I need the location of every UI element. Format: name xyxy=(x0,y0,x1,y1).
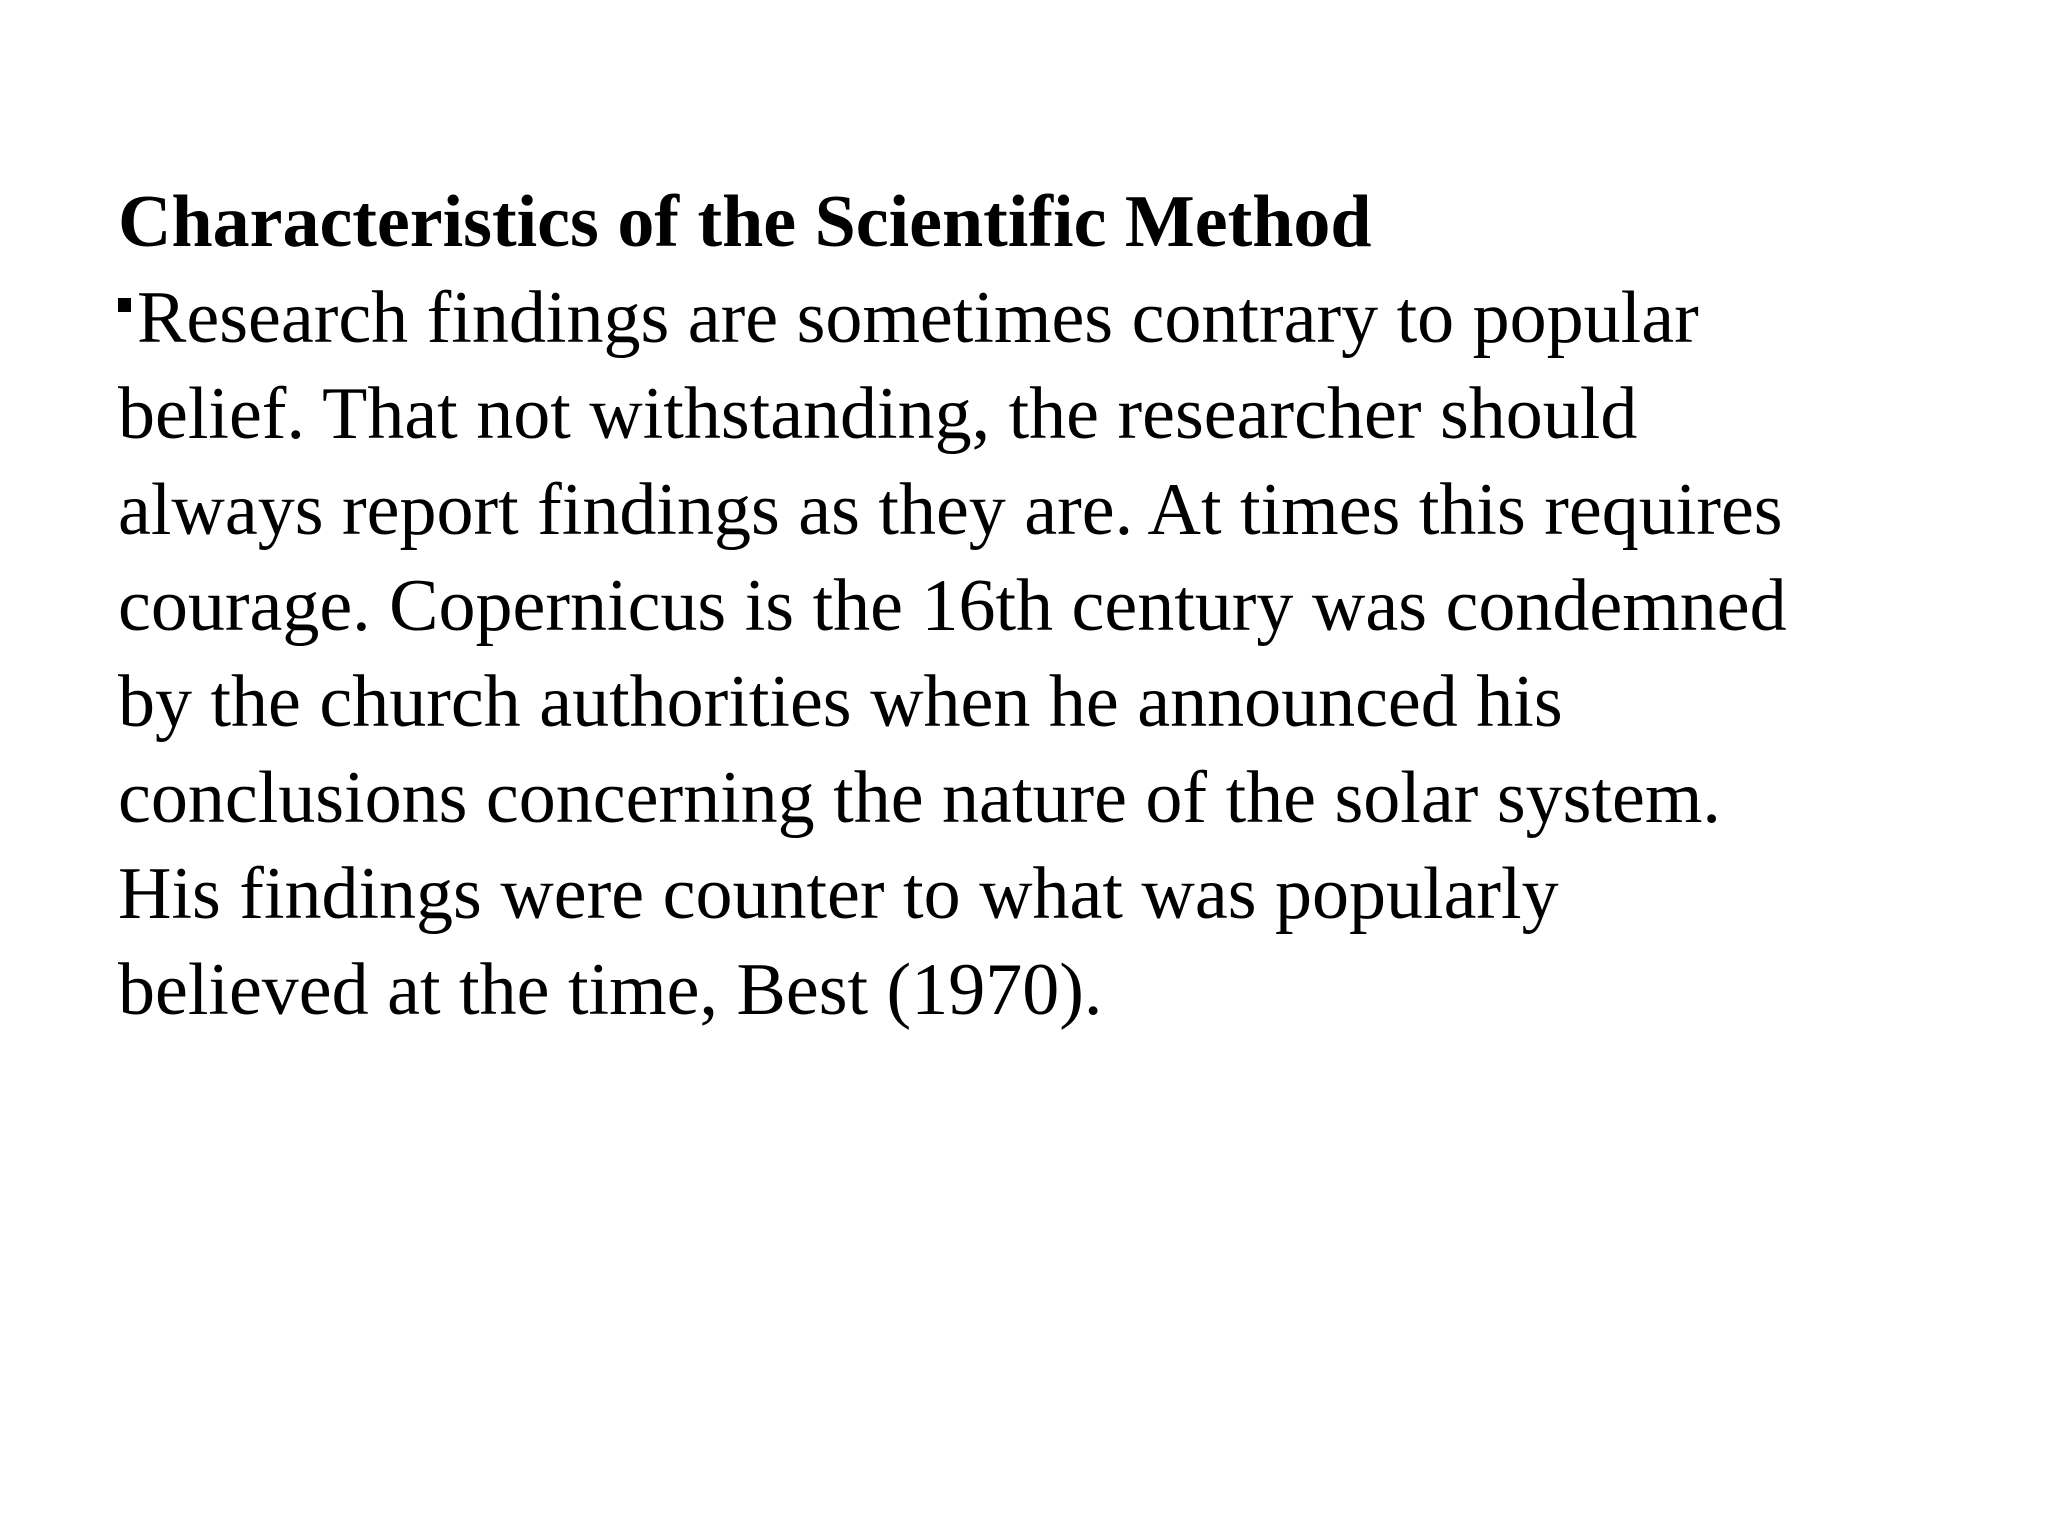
bullet-line xyxy=(118,270,1998,366)
bullet-line: always report findings as they are. At times this requires xyxy=(118,469,1783,551)
bullet-line: conclusions concerning the nature of the solar system. xyxy=(118,757,1721,839)
bullet-line: His findings were counter to what was popularly xyxy=(118,853,1559,935)
slide-content xyxy=(118,174,1998,1038)
bullet-line: believed at the time, Best (1970). xyxy=(118,949,1103,1031)
bullet-text: Research findings are sometimes contrary to popular xyxy=(137,277,1699,359)
square-bullet-icon xyxy=(118,298,131,312)
bullet-line: by the church authorities when he announced his xyxy=(118,661,1563,743)
slide-title: Characteristics of the Scientific Method xyxy=(118,181,1372,263)
bullet-paragraph xyxy=(118,270,1998,1038)
bullet-line: belief. That not withstanding, the researcher should xyxy=(118,373,1638,455)
bullet-line: courage. Copernicus is the 16th century was condemned xyxy=(118,565,1787,647)
